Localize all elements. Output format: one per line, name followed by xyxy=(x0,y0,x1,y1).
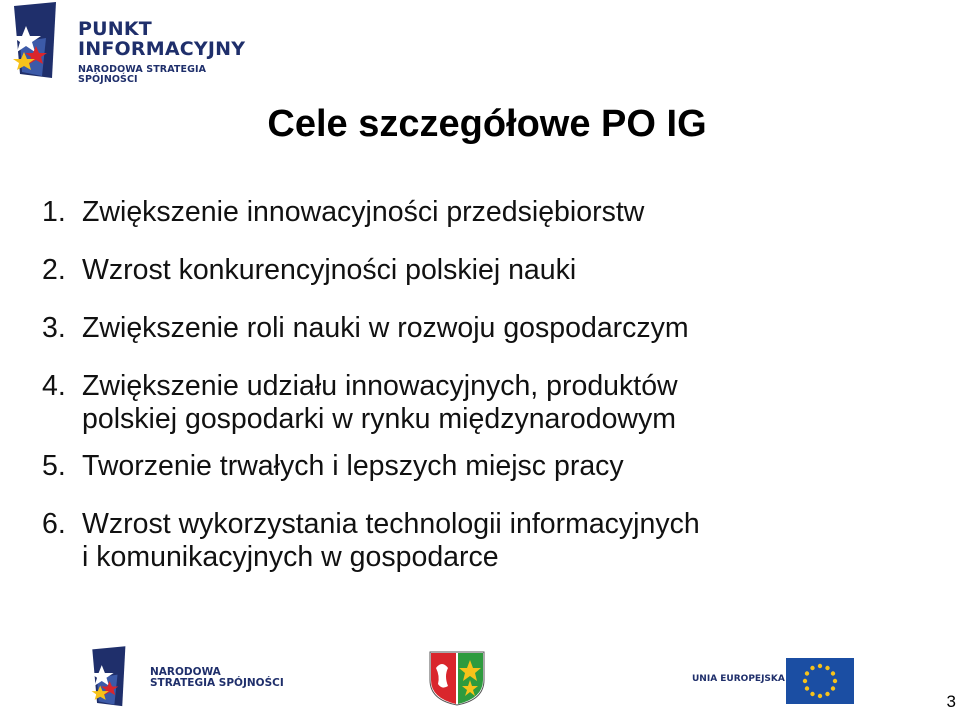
list-item xyxy=(42,196,942,229)
logo-wordmark xyxy=(78,20,266,84)
page-title: Cele szczegółowe PO IG xyxy=(267,103,707,145)
item-text: Wzrost wykorzystania technologii informacyjnych xyxy=(82,508,700,540)
list-item xyxy=(42,450,942,483)
header-logo xyxy=(6,2,266,85)
footer-logos xyxy=(0,640,960,717)
list-item xyxy=(42,254,942,287)
item-number: 4. xyxy=(42,370,66,402)
nss-emblem-icon xyxy=(86,646,138,708)
item-text: Zwiększenie roli nauki w rozwoju gospodarczym xyxy=(82,312,689,344)
eu-flag-icon xyxy=(786,658,854,704)
item-text-continued: i komunikacyjnych w gospodarce xyxy=(82,541,499,573)
item-text-continued: polskiej gospodarki w rynku międzynarodowym xyxy=(82,403,677,435)
item-text: Tworzenie trwałych i lepszych miejsc pracy xyxy=(82,450,624,482)
list-item xyxy=(42,508,942,574)
item-number: 1. xyxy=(42,196,66,228)
nss-line2: STRATEGIA SPÓJNOŚCI xyxy=(150,677,284,690)
logo-line-strategy: NARODOWA STRATEGIA SPÓJNOŚCI xyxy=(78,64,207,85)
voivodeship-crest-icon xyxy=(428,650,486,706)
logo-line-informacyjny: INFORMACYJNY xyxy=(78,38,246,60)
list-item xyxy=(42,370,942,436)
item-text: Zwiększenie innowacyjności przedsiębiorstw xyxy=(82,196,645,228)
item-number: 3. xyxy=(42,312,66,344)
objectives-list xyxy=(42,196,942,574)
logo-line-punkt: PUNKT xyxy=(78,18,152,40)
item-text: Wzrost konkurencyjności polskiej nauki xyxy=(82,254,577,286)
eu-label: UNIA EUROPEJSKA xyxy=(692,674,785,684)
page-number: 3 xyxy=(946,692,956,711)
list-item xyxy=(42,312,942,345)
item-number: 6. xyxy=(42,508,66,540)
item-number: 5. xyxy=(42,450,66,482)
nss-emblem-icon xyxy=(6,2,72,80)
nss-line1: NARODOWA xyxy=(150,666,221,678)
nss-wordmark xyxy=(150,667,284,689)
item-number: 2. xyxy=(42,254,66,286)
item-text: Zwiększenie udziału innowacyjnych, produktów xyxy=(82,370,678,402)
